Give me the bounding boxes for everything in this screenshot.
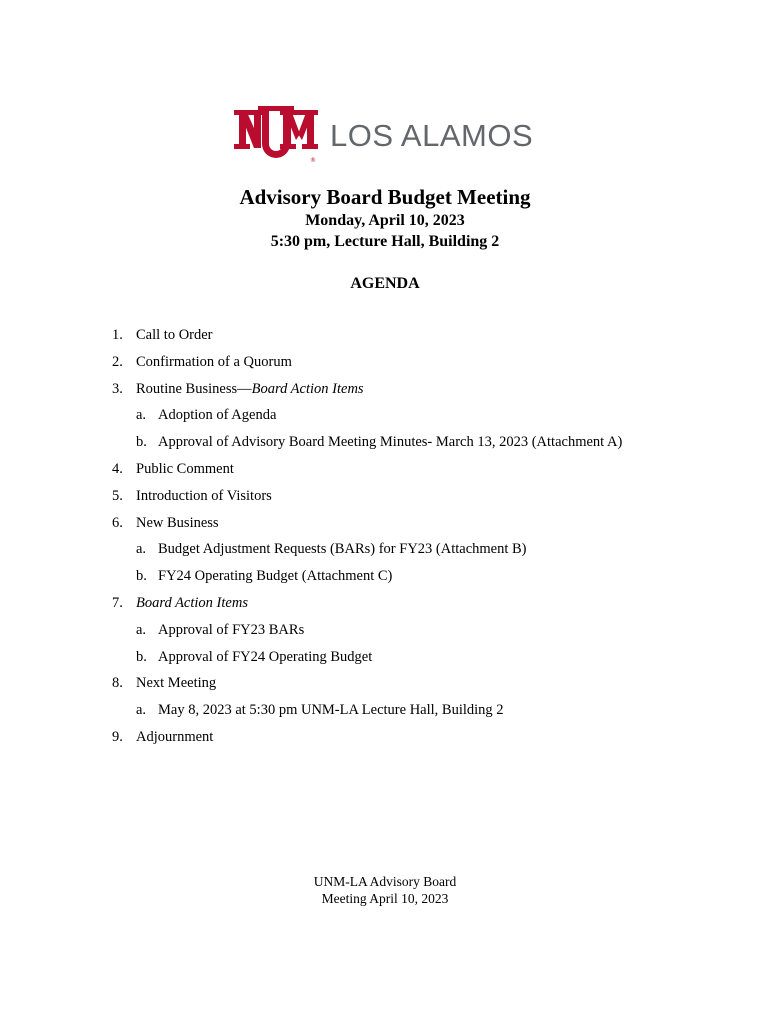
agenda-subitem-text: FY24 Operating Budget (Attachment C) [158, 568, 393, 585]
agenda-subitem [112, 429, 622, 456]
agenda-subitem-letter: a. [136, 541, 147, 558]
agenda-subitem [112, 697, 622, 724]
agenda-item-number: 8. [112, 675, 123, 692]
svg-text:®: ® [310, 157, 316, 164]
agenda-subitem-text: Approval of FY24 Operating Budget [158, 648, 373, 665]
agenda-subitem-text: Budget Adjustment Requests (BARs) for FY23 (Attachment B) [158, 541, 527, 558]
agenda-item-number: 2. [112, 353, 123, 370]
agenda-subitem-letter: b. [136, 434, 147, 451]
footer [0, 873, 770, 907]
agenda-item [112, 456, 622, 483]
agenda-item-text: Next Meeting [136, 675, 217, 692]
agenda-item-italic: Board Action Items [136, 594, 248, 611]
agenda-subitem [112, 402, 622, 429]
agenda-item-number: 4. [112, 460, 123, 477]
agenda-item-number: 3. [112, 380, 123, 397]
agenda-item-text: Adjournment [136, 728, 214, 745]
agenda-item-italic: Board Action Items [251, 380, 364, 397]
agenda-item [112, 349, 622, 376]
agenda-item [112, 376, 622, 403]
logo [234, 106, 533, 164]
agenda-subitem-letter: a. [136, 407, 147, 424]
agenda-item-text: Call to Order [136, 327, 213, 343]
footer-line-2: Meeting April 10, 2023 [321, 891, 449, 906]
agenda-item-text: Routine Business— [136, 380, 252, 397]
agenda-item [112, 724, 622, 751]
agenda-subitem-letter: b. [136, 648, 147, 665]
agenda-item [112, 590, 622, 617]
agenda-subitem [112, 536, 622, 563]
agenda-item-text: Introduction of Visitors [136, 487, 272, 504]
agenda-heading: AGENDA [350, 275, 420, 292]
agenda-item-number: 9. [112, 728, 123, 745]
agenda-item-text: New Business [136, 514, 219, 531]
agenda-subitem-text: Approval of FY23 BARs [158, 621, 305, 638]
agenda-subitem-letter: a. [136, 621, 147, 638]
agenda-item-number: 7. [112, 594, 123, 611]
agenda-subitem [112, 644, 622, 671]
logo-text: LOS ALAMOS [330, 118, 534, 153]
agenda-subitem-letter: b. [136, 568, 147, 585]
agenda-item [112, 510, 622, 537]
agenda-list [112, 322, 622, 751]
document-header [0, 184, 770, 294]
agenda-item-number: 5. [112, 487, 123, 504]
agenda-subitem [112, 617, 622, 644]
agenda-subitem-text: Approval of Advisory Board Meeting Minutes- March 13, 2023 (Attachment A) [158, 434, 623, 451]
agenda-item [112, 483, 622, 510]
agenda-item-text: Public Comment [136, 460, 234, 477]
agenda-subitem-text: Adoption of Agenda [158, 407, 277, 424]
agenda-subitem-text: May 8, 2023 at 5:30 pm UNM-LA Lecture Hall, Building 2 [158, 702, 504, 719]
agenda-item [112, 670, 622, 697]
meeting-title: Advisory Board Budget Meeting [239, 185, 531, 209]
agenda-item-number: 1. [112, 327, 123, 343]
agenda-item [112, 322, 622, 349]
agenda-item-text: Confirmation of a Quorum [136, 353, 292, 370]
agenda-item-number: 6. [112, 514, 123, 531]
footer-line-1: UNM-LA Advisory Board [313, 874, 457, 889]
meeting-date: Monday, April 10, 2023 [305, 212, 465, 229]
meeting-time-place: 5:30 pm, Lecture Hall, Building 2 [270, 233, 500, 250]
agenda-subitem [112, 563, 622, 590]
agenda-subitem-letter: a. [136, 702, 147, 719]
unm-logo-icon [234, 106, 318, 164]
